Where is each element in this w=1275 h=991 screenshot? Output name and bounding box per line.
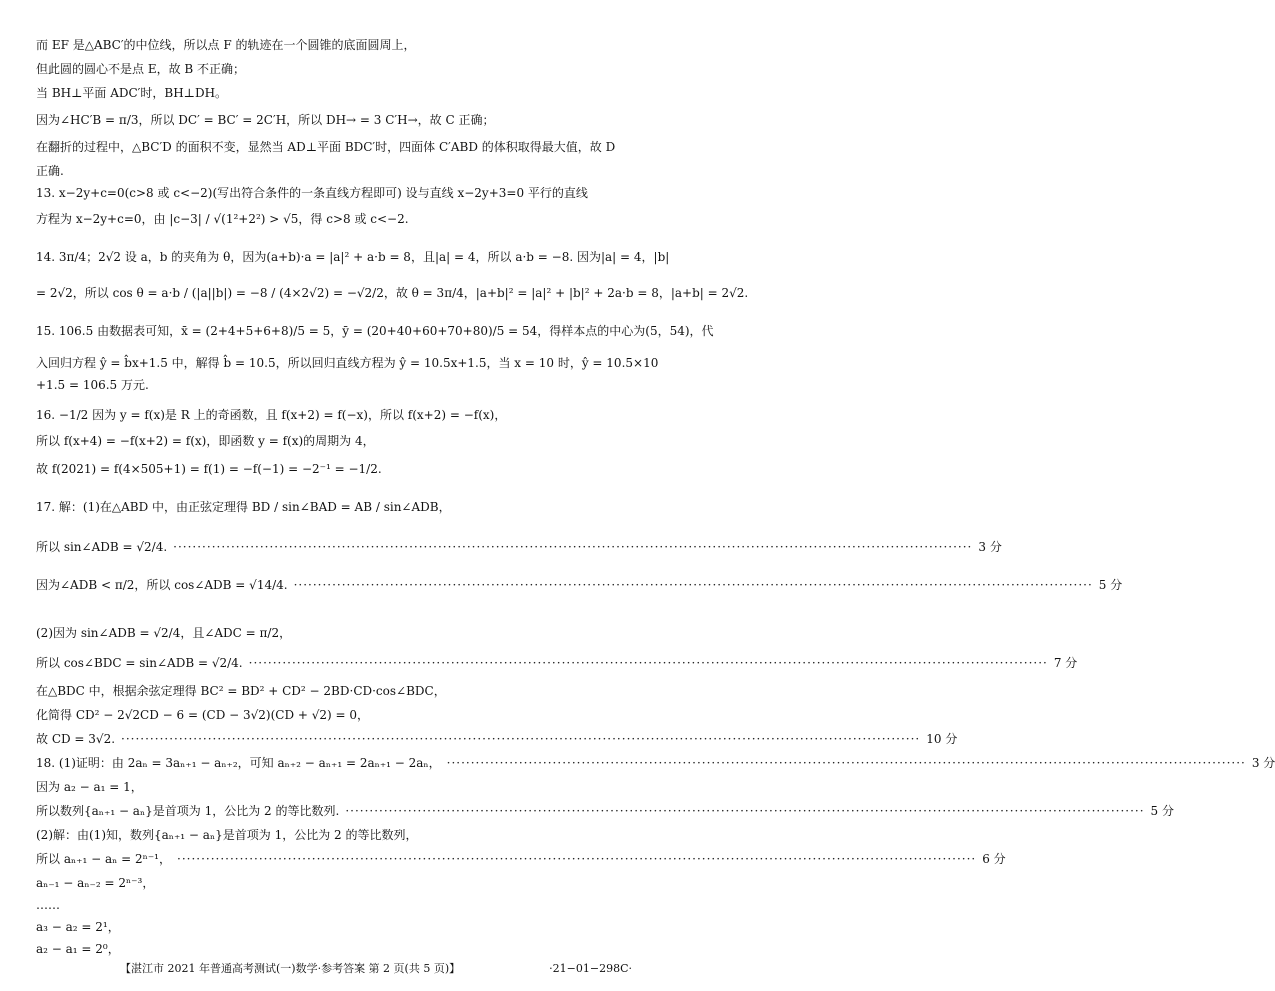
- scored-step-line: [36, 828, 616, 843]
- step-text: 因为∠ADB < π/2，所以 cos∠ADB = √14/4.: [36, 578, 288, 592]
- text-line: 在△BDC 中，根据余弦定理得 BC² = BD² + CD² − 2BD·CD·cos∠BDC，: [36, 684, 446, 698]
- text-line: 所以 f(x+4) = −f(x+2) = f(x)，即函数 y = f(x)的周期为 4，: [36, 434, 375, 448]
- text-line: 入回归方程 ŷ = b̂x+1.5 中，解得 b̂ = 10.5，所以回归直线方程为 ŷ = 10.5x+1.5，当 x = 10 时，ŷ = 10.5×10: [36, 356, 659, 370]
- dot-leader: [173, 540, 972, 555]
- text-line: 17. 解：(1)在△ABD 中，由正弦定理得 BD / sin∠BAD = AB / sin∠ADB，: [36, 500, 451, 514]
- score-points: 3 分: [978, 540, 1002, 554]
- text-line: 化简得 CD² − 2√2CD − 6 = (CD − 3√2)(CD + √2) = 0，: [36, 708, 370, 722]
- step-text: (2)解：由(1)知，数列{aₙ₊₁ − aₙ}是首项为 1，公比为 2 的等比数列，: [36, 828, 418, 842]
- text-line: 14. 3π/4；2√2 设 a，b 的夹角为 θ，因为(a+b)·a = |a|² + a·b = 8，且|a| = 4，所以 a·b = −8. 因为|a| = 4，|b|: [36, 250, 670, 264]
- text-line: 13. x−2y+c=0(c>8 或 c<−2)(写出符合条件的一条直线方程即可) 设与直线 x−2y+3=0 平行的直线: [36, 186, 588, 200]
- text-line: 在翻折的过程中，△BC′D 的面积不变，显然当 AD⊥平面 BDC′时，四面体 C′ABD 的体积取得最大值，故 D: [36, 140, 616, 154]
- text-line: 故 f(2021) = f(4×505+1) = f(1) = −f(−1) = −2⁻¹ = −1/2.: [36, 462, 382, 476]
- dot-leader: [447, 756, 1246, 771]
- footer-title: 【湛江市 2021 年普通高考测试(一)数学·参考答案 第 2 页(共 5 页)】: [120, 962, 461, 975]
- text-line: 但此圆的圆心不是点 E，故 B 不正确；: [36, 62, 246, 76]
- dot-leader: [177, 852, 976, 867]
- step-text: 所以 cos∠BDC = sin∠ADB = √2/4.: [36, 656, 243, 670]
- scored-step-line: [36, 578, 1123, 593]
- text-line: a₂ − a₁ = 2⁰，: [36, 942, 120, 956]
- scored-step-line: [36, 756, 1275, 771]
- text-line: ……: [36, 898, 60, 912]
- score-points: 10 分: [926, 732, 958, 746]
- scored-step-line: [36, 732, 958, 747]
- text-line: 15. 106.5 由数据表可知，x̄ = (2+4+5+6+8)/5 = 5，ȳ = (20+40+60+70+80)/5 = 54，得样本点的中心为(5，54)，代: [36, 324, 714, 338]
- score-points: 6 分: [982, 852, 1006, 866]
- text-line: +1.5 = 106.5 万元.: [36, 378, 149, 392]
- step-text: 所以数列{aₙ₊₁ − aₙ}是首项为 1，公比为 2 的等比数列.: [36, 804, 340, 818]
- text-line: 正确.: [36, 164, 64, 178]
- text-line: 方程为 x−2y+c=0，由 |c−3| / √(1²+2²) > √5，得 c>8 或 c<−2.: [36, 212, 409, 226]
- page-footer: [120, 962, 632, 976]
- dot-leader: [345, 804, 1144, 819]
- text-line: (2)因为 sin∠ADB = √2/4，且∠ADC = π/2，: [36, 626, 292, 640]
- score-points: 5 分: [1150, 804, 1174, 818]
- text-line: 当 BH⊥平面 ADC′时，BH⊥DH。: [36, 86, 228, 100]
- score-points: 5 分: [1098, 578, 1123, 592]
- step-text: 故 CD = 3√2.: [36, 732, 116, 746]
- step-text: 所以 sin∠ADB = √2/4.: [36, 540, 168, 554]
- text-line: a₃ − a₂ = 2¹，: [36, 920, 120, 934]
- scored-step-line: [36, 656, 1078, 671]
- footer-code: ·21−01−298C·: [549, 962, 632, 975]
- text-line: = 2√2，所以 cos θ = a·b / (|a||b|) = −8 / (4×2√2) = −√2/2，故 θ = 3π/4，|a+b|² = |a|² + |b|² + 2a·b = 8，|a+b| = 2√2.: [36, 286, 749, 300]
- scored-step-line: [36, 852, 1006, 867]
- score-points: 3 分: [1251, 756, 1275, 770]
- text-line: aₙ₋₁ − aₙ₋₂ = 2ⁿ⁻³，: [36, 876, 155, 890]
- text-line: 因为 a₂ − a₁ = 1，: [36, 780, 143, 794]
- step-text: 所以 aₙ₊₁ − aₙ = 2ⁿ⁻¹，: [36, 852, 171, 866]
- score-points: 7 分: [1053, 656, 1078, 670]
- step-text: 18. (1)证明：由 2aₙ = 3aₙ₊₁ − aₙ₊₂，可知 aₙ₊₂ − aₙ₊₁ = 2aₙ₊₁ − 2aₙ，: [36, 756, 441, 770]
- dot-leader: [121, 732, 920, 747]
- dot-leader: [249, 656, 1048, 671]
- text-line: 16. −1/2 因为 y = f(x)是 R 上的奇函数，且 f(x+2) = f(−x)，所以 f(x+2) = −f(x)，: [36, 408, 507, 422]
- text-line: 而 EF 是△ABC′的中位线，所以点 F 的轨迹在一个圆锥的底面圆周上，: [36, 38, 416, 52]
- dot-leader: [294, 578, 1093, 593]
- scored-step-line: [36, 540, 1002, 555]
- text-line: 因为∠HC′B = π/3，所以 DC′ = BC′ = 2C′H，所以 DH→ = 3 C′H→，故 C 正确；: [36, 113, 495, 127]
- scored-step-line: [36, 804, 1174, 819]
